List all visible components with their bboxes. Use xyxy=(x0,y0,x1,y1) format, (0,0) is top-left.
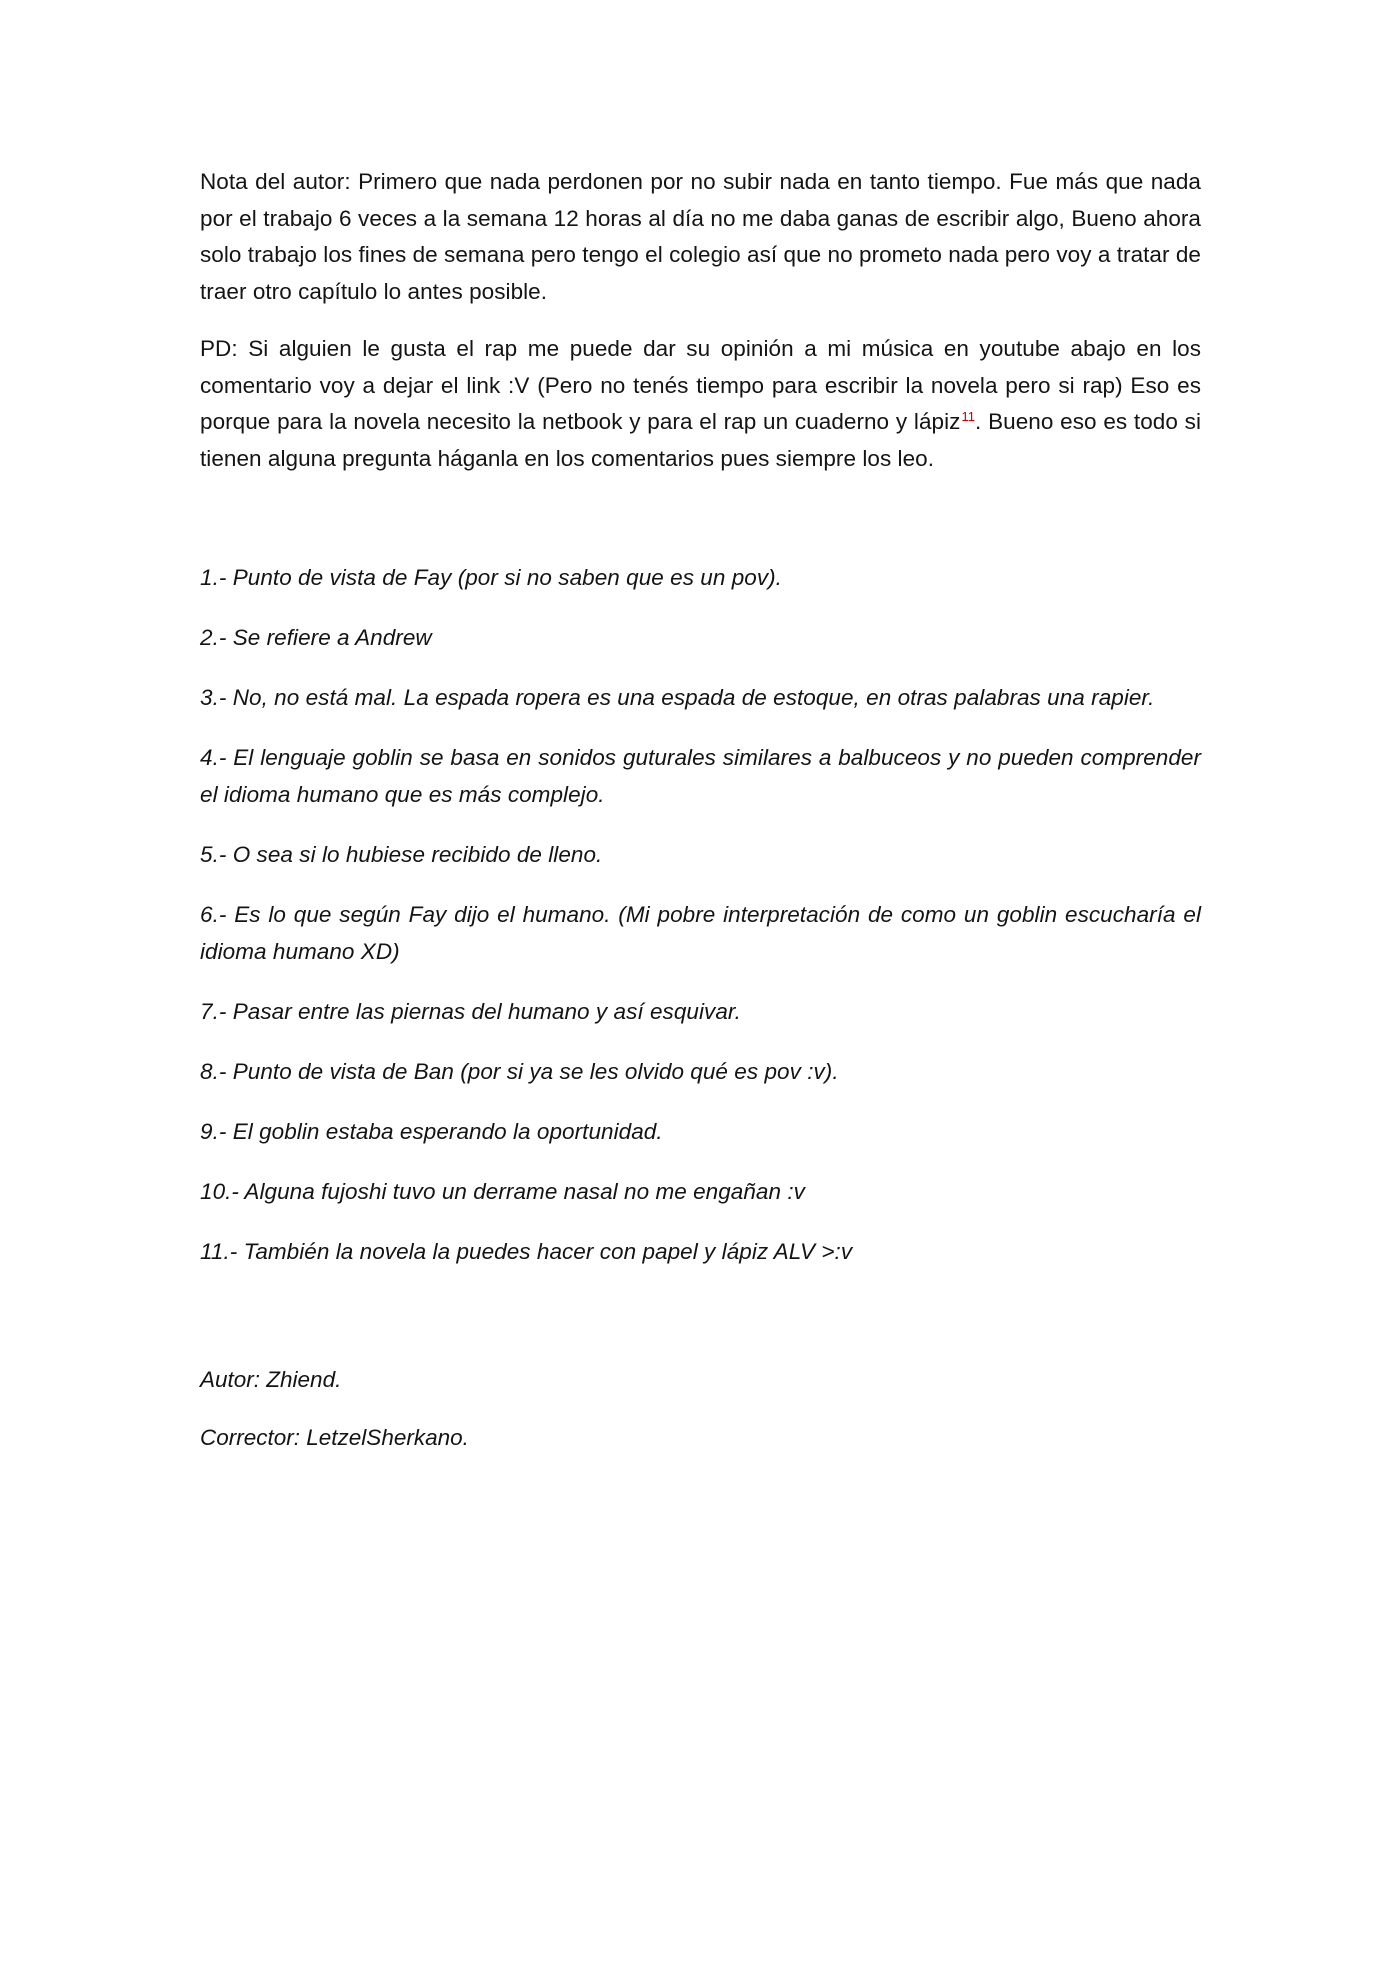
footnote-11: 11.- También la novela la puedes hacer con papel y lápiz ALV >:v xyxy=(200,1239,853,1264)
postscript-text-end: . Bueno eso es todo si tienen alguna pregunta háganla en los comentarios pues siempre los leo. xyxy=(200,409,1202,471)
corrector-credit: Corrector: LetzelSherkano. xyxy=(200,1425,469,1450)
footnote-1: 1.- Punto de vista de Fay (por si no saben que es un pov). xyxy=(200,565,782,590)
footnote-4: 4.- El lenguaje goblin se basa en sonidos guturales similares a balbuceos y no pueden comprender el idioma humano que es más complejo. xyxy=(200,745,1201,807)
footnote-3: 3.- No, no está mal. La espada ropera es una espada de estoque, en otras palabras una rapier. xyxy=(200,685,1155,710)
footnote-7: 7.- Pasar entre las piernas del humano y así esquivar. xyxy=(200,999,741,1024)
footnote-2: 2.- Se refiere a Andrew xyxy=(200,625,432,650)
page-content xyxy=(200,164,1201,1477)
footnote-8: 8.- Punto de vista de Ban (por si ya se les olvido qué es pov :v). xyxy=(200,1059,839,1084)
footnotes-list xyxy=(200,559,1201,1270)
footnote-9: 9.- El goblin estaba esperando la oportunidad. xyxy=(200,1119,663,1144)
credits-section xyxy=(200,1361,1201,1456)
postscript-paragraph xyxy=(200,331,1201,477)
author-credit: Autor: Zhiend. xyxy=(200,1367,342,1392)
footnote-5: 5.- O sea si lo hubiese recibido de lleno. xyxy=(200,842,603,867)
author-note-paragraph: Nota del autor: Primero que nada perdonen por no subir nada en tanto tiempo. Fue más que nada por el trabajo 6 veces a la semana 12 horas al día no me daba ganas de escribir algo, Bueno ahora solo trabajo los fines de semana pero tengo el colegio así que no prometo nada pero voy a tratar de traer otro capítulo lo antes posible. xyxy=(200,169,1201,304)
footnote-10: 10.- Alguna fujoshi tuvo un derrame nasal no me engañan :v xyxy=(200,1179,805,1204)
postscript-text-start: PD: Si alguien le gusta el rap me puede dar su opinión a mi música en youtube abajo en los comentario voy a dejar el link :V (Pero no tenés tiempo para escribir la novela pero si rap) Eso es porque para la novela necesito la netbook y para el rap un cuaderno y lápiz xyxy=(200,336,1201,434)
footnote-reference-mark[interactable]: 11 xyxy=(961,408,976,424)
footnote-6: 6.- Es lo que según Fay dijo el humano. (Mi pobre interpretación de como un goblin escucharía el idioma humano XD) xyxy=(200,902,1201,964)
